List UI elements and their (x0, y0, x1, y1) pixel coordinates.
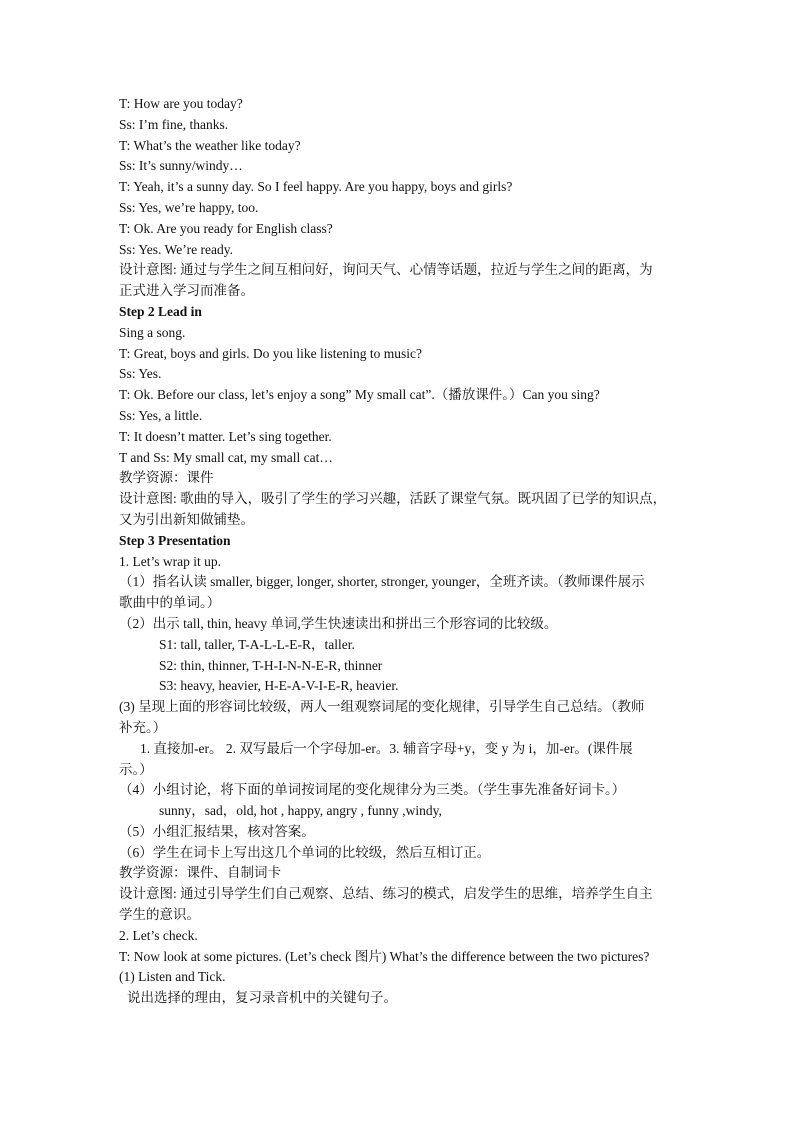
activity-line: (1) Listen and Tick. (119, 969, 226, 985)
activity-line: （1）指名认读 smaller, bigger, longer, shorter, stronger, younger，全班齐读。（教师课件展示 (119, 574, 645, 590)
dialogue-line: Ss: I’m fine, thanks. (119, 116, 229, 132)
activity-line: （2）出示 tall, thin, heavy 单词,学生快速读出和拼出三个形容词的比较级。 (119, 615, 558, 631)
dialogue-line: T: Great, boys and girls. Do you like listening to music? (119, 345, 423, 361)
dialogue-line: T: Now look at some pictures. (Let’s check 图片) What’s the difference between the two pictures? (119, 948, 650, 964)
design-intent-line: 学生的意识。 (119, 907, 200, 923)
dialogue-line: T: What’s the weather like today? (119, 137, 301, 153)
activity-line: 2. Let’s check. (119, 927, 198, 943)
student-response-line: S2: thin, thinner, T-H-I-N-N-E-R, thinner (159, 657, 383, 673)
design-intent-line: 正式进入学习而准备。 (119, 283, 254, 299)
design-intent-line: 设计意图: 歌曲的导入，吸引了学生的学习兴趣，活跃了课堂气氛。既巩固了已学的知识点， (119, 491, 667, 507)
rule-line: 1. 直接加-er。 2. 双写最后一个字母加-er。3. 辅音字母+y，变 y 为 i，加-er。(课件展 (140, 740, 633, 756)
dialogue-line: T: Yeah, it’s a sunny day. So I feel happy. Are you happy, boys and girls? (119, 179, 513, 195)
step-heading: Step 2 Lead in (119, 303, 202, 319)
teaching-resource-line: 教学资源：课件、自制词卡 (119, 865, 281, 881)
dialogue-line: Ss: It’s sunny/windy… (119, 158, 243, 174)
design-intent-line: 设计意图: 通过与学生之间互相问好，询问天气、心情等话题，拉近与学生之间的距离，为 (119, 262, 653, 278)
dialogue-line: T: It doesn’t matter. Let’s sing together. (119, 428, 332, 444)
dialogue-line: Ss: Yes. (119, 366, 162, 382)
dialogue-line: T: Ok. Before our class, let’s enjoy a song” My small cat”.（播放课件。）Can you sing? (119, 387, 600, 403)
student-response-line: S3: heavy, heavier, H-E-A-V-I-E-R, heavier. (159, 678, 399, 694)
design-intent-line: 又为引出新知做铺垫。 (119, 511, 254, 527)
dialogue-line: T and Ss: My small cat, my small cat… (119, 449, 333, 465)
dialogue-line: Ss: Yes, we’re happy, too. (119, 199, 259, 215)
activity-line: (3) 呈现上面的形容词比较级，两人一组观察词尾的变化规律，引导学生自己总结。（教师 (119, 699, 645, 715)
activity-line: 补充。） (119, 719, 167, 735)
teaching-resource-line: 教学资源：课件 (119, 470, 214, 486)
rule-line: 示。） (119, 761, 153, 777)
student-response-line: S1: tall, taller, T-A-L-L-E-R，taller. (159, 636, 355, 652)
activity-line: （6）学生在词卡上写出这几个单词的比较级，然后互相订正。 (119, 844, 491, 860)
activity-line: 歌曲中的单词。） (119, 595, 221, 611)
activity-line: 说出选择的理由，复习录音机中的关键句子。 (127, 990, 397, 1006)
dialogue-line: Ss: Yes, a little. (119, 407, 203, 423)
dialogue-line: T: How are you today? (119, 96, 243, 111)
dialogue-line: Ss: Yes. We’re ready. (119, 241, 234, 257)
activity-line: 1. Let’s wrap it up. (119, 553, 221, 569)
design-intent-line: 设计意图: 通过引导学生们自己观察、总结、练习的模式，启发学生的思维，培养学生自主 (119, 886, 653, 902)
activity-line: （4）小组讨论，将下面的单词按词尾的变化规律分为三类。（学生事先准备好词卡。） (119, 782, 626, 798)
dialogue-line: T: Ok. Are you ready for English class? (119, 220, 333, 236)
word-list-line: sunny，sad，old, hot , happy, angry , funny ,windy, (159, 803, 442, 819)
activity-line: （5）小组汇报结果，核对答案。 (119, 823, 315, 839)
document-body (119, 94, 679, 1009)
activity-line: Sing a song. (119, 324, 186, 340)
step-heading: Step 3 Presentation (119, 532, 231, 548)
